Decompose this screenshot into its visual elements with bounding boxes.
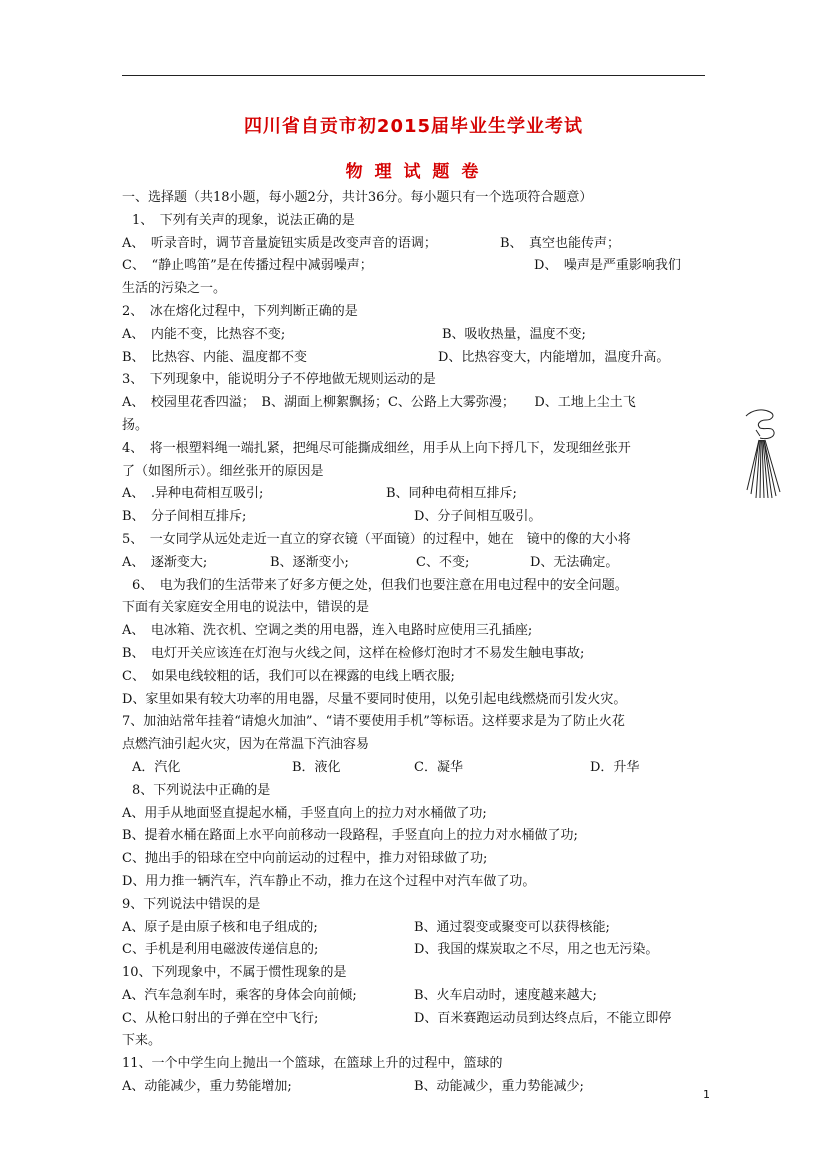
question-options-row <box>122 324 707 347</box>
question-options-row <box>122 939 707 962</box>
section-heading: 一、选择题（共18小题，每小题2分，共计36分。每小题只有一个选项符合题意） <box>122 190 593 205</box>
option-a: A、 .异种电荷相互吸引; <box>122 486 264 502</box>
question-stem: 11、一个中学生向上抛出一个篮球，在篮球上升的过程中，篮球的 <box>122 1056 503 1072</box>
question-options-row <box>122 1076 707 1099</box>
option-c: B、 分子间相互排斥; <box>122 509 247 525</box>
option-b: B．液化 <box>292 759 341 775</box>
question-options-row <box>122 483 707 506</box>
string-spreading-figure <box>742 406 790 502</box>
question-stem: 5、 一女同学从远处走近一直立的穿衣镜（平面镜）的过程中，她在 镜中的像的大小将 <box>122 531 631 547</box>
option-b: B、提着水桶在路面上水平向前移动一段路程，手竖直向上的拉力对水桶做了功; <box>122 828 578 844</box>
question-stem: 9、下列说法中错误的是 <box>122 896 261 912</box>
question-body <box>122 187 707 1099</box>
header-rule <box>122 75 705 76</box>
option-b: B、通过裂变或聚变可以获得核能; <box>414 919 610 935</box>
option-d: D．升华 <box>590 759 640 775</box>
question-options-row <box>122 347 707 370</box>
option-b: B、逐渐变小; <box>270 554 349 570</box>
question-stem: 8、下列说法中正确的是 <box>132 782 271 798</box>
option-c: C、 如果电线较粗的话，我们可以在裸露的电线上晒衣服; <box>122 668 455 684</box>
option-b: B、同种电荷相互排斥; <box>386 486 517 502</box>
question-options-row <box>122 757 707 780</box>
option-a: A、原子是由原子核和电子组成的; <box>122 919 318 935</box>
page-number: 1 <box>703 1088 710 1101</box>
option-a: A、 听录音时，调节音量旋钮实质是改变声音的语调； <box>122 235 437 251</box>
option-d: D、无法确定。 <box>530 554 619 570</box>
question-stem-continuation: 点燃汽油引起火灾，因为在常温下汽油容易 <box>122 737 370 753</box>
option-c: B、 比热容、内能、温度都不变 <box>122 349 308 365</box>
question-stem-continuation: 了（如图所示）。细丝张开的原因是 <box>122 463 324 479</box>
option-d: D、家里如果有较大功率的用电器，尽量不要同时使用，以免引起电线燃烧而引发火灾。 <box>122 691 627 707</box>
question-stem: 3、 下列现象中，能说明分子不停地做无规则运动的是 <box>122 372 436 388</box>
option-a: A、用手从地面竖直提起水桶，手竖直向上的拉力对水桶做了功; <box>122 805 487 821</box>
question-options-row <box>122 506 707 529</box>
question-stem-continuation: 下面有关家庭安全用电的说法中，错误的是 <box>122 600 370 616</box>
option-d: D、我国的煤炭取之不尽，用之也无污染。 <box>414 942 659 958</box>
option-b: B、吸收热量，温度不变; <box>442 326 586 342</box>
question-options-row <box>122 552 707 575</box>
exam-title: 四川省自贡市初2015届毕业生学业考试 <box>243 116 584 137</box>
option-d: D、分子间相互吸引。 <box>414 509 542 525</box>
option-a: A、 内能不变，比热容不变; <box>122 326 286 342</box>
question-options-row <box>122 917 707 940</box>
option-b: B、 电灯开关应该连在灯泡与火线之间，这样在检修灯泡时才不易发生触电事故; <box>122 645 585 661</box>
option-d: D、用力推一辆汽车，汽车静止不动，推力在这个过程中对汽车做了功。 <box>122 873 536 889</box>
question-options-row: A、 校园里花香四溢； B、湖面上柳絮飘扬；C、公路上大雾弥漫； D、工地上尘土飞 <box>122 395 636 411</box>
question-stem: 2、 冰在熔化过程中，下列判断正确的是 <box>122 303 358 319</box>
option-continuation: 扬。 <box>122 417 149 433</box>
option-c: C．凝华 <box>414 759 463 775</box>
option-d: D、比热容变大，内能增加，温度升高。 <box>438 349 670 365</box>
option-c: C、抛出手的铅球在空中向前运动的过程中，推力对铅球做了功; <box>122 851 488 867</box>
option-continuation: 生活的污染之一。 <box>122 281 227 297</box>
option-a: A、 逐渐变大; <box>122 554 208 570</box>
option-c: C、手机是利用电磁波传递信息的; <box>122 942 319 958</box>
option-a: A．汽化 <box>132 759 181 775</box>
option-d: D、 噪声是严重影响我们 <box>534 258 681 274</box>
question-options-row <box>122 255 707 278</box>
question-stem: 10、下列现象中，不属于惯性现象的是 <box>122 965 347 981</box>
hand-icon <box>746 410 774 439</box>
exam-subtitle: 物 理 试 题 卷 <box>345 162 482 182</box>
option-continuation: 下来。 <box>122 1033 162 1049</box>
question-stem: 7、加油站常年挂着“请熄火加油”、“请不要使用手机”等标语。这样要求是为了防止火花 <box>122 714 625 730</box>
option-c: C、不变; <box>416 554 470 570</box>
option-b: B、 真空也能传声； <box>500 235 621 251</box>
option-d: D、百米赛跑运动员到达终点后，不能立即停 <box>414 1010 672 1026</box>
question-stem: 6、 电为我们的生活带来了好多方便之处，但我们也要注意在用电过程中的安全问题。 <box>132 577 628 593</box>
option-a: A、动能减少，重力势能增加; <box>122 1079 292 1095</box>
option-a: A、汽车急刹车时，乘客的身体会向前倾; <box>122 987 357 1003</box>
option-c: C、从枪口射出的子弹在空中飞行; <box>122 1010 319 1026</box>
question-stem: 1、 下列有关声的现象，说法正确的是 <box>132 212 355 228</box>
option-c: C、 “静止鸣笛”是在传播过程中减弱噪声； <box>122 258 373 274</box>
option-a: A、 电冰箱、洗衣机、空调之类的用电器，连入电路时应使用三孔插座; <box>122 623 533 639</box>
option-b: B、火车启动时，速度越来越大; <box>414 987 597 1003</box>
option-b: B、动能减少，重力势能减少; <box>414 1079 584 1095</box>
question-stem: 4、 将一根塑料绳一端扎紧，把绳尽可能撕成细丝，用手从上向下捋几下，发现细丝张开 <box>122 440 631 456</box>
question-options-row <box>122 1008 707 1031</box>
question-options-row <box>122 985 707 1008</box>
string-strand <box>760 440 761 498</box>
question-options-row <box>122 233 707 256</box>
